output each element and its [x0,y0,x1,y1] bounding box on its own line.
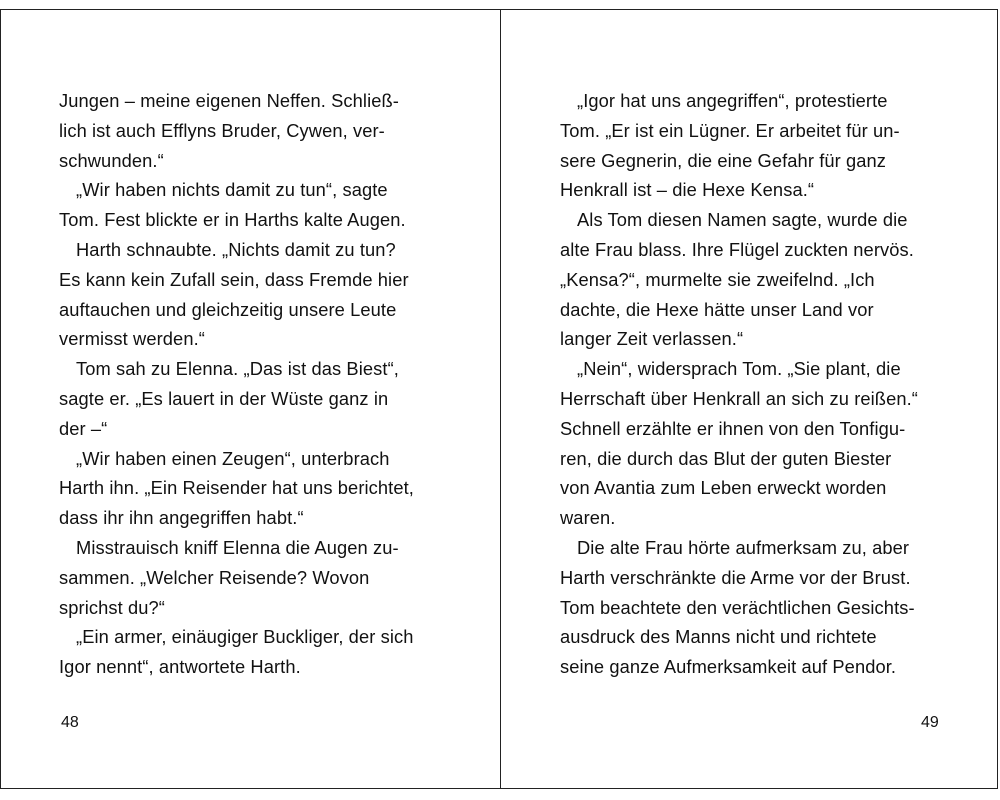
text-line: Tom. „Er ist ein Lügner. Er arbeitet für un- [560,119,900,141]
text-line: „Wir haben einen Zeugen“, unterbrach [76,447,390,469]
left-page-body [59,86,441,682]
text-line: Harth ihn. „Ein Reisender hat uns berichtet, [59,477,414,499]
text-line: vermisst werden.“ [59,328,205,350]
text-line: sprichst du?“ [59,596,165,618]
text-line: alte Frau blass. Ihre Flügel zuckten nervös. [560,238,914,260]
text-line: Henkrall ist – die Hexe Kensa.“ [560,179,815,201]
text-line: „Igor hat uns angegriffen“, protestierte [577,90,888,111]
left-page-number: 48 [61,714,79,731]
text-line: Jungen – meine eigenen Neffen. Schließ- [59,90,399,111]
text-line: auftauchen und gleichzeitig unsere Leute [59,298,397,320]
text-line: dachte, die Hexe hätte unser Land vor [560,298,874,320]
text-line: sagte er. „Es lauert in der Wüste ganz in [59,387,389,409]
text-line: dass ihr ihn angegriffen habt.“ [59,507,304,529]
text-line: ausdruck des Manns nicht und richtete [560,626,877,648]
text-line: Igor nennt“, antwortete Harth. [59,656,301,678]
text-line: Tom sah zu Elenna. „Das ist das Biest“, [76,358,399,380]
text-line: schwunden.“ [59,149,164,171]
right-page-body [560,86,942,682]
text-line: Tom. Fest blickte er in Harths kalte Augen. [59,209,406,231]
text-line: waren. [560,507,616,529]
text-line: Herrschaft über Henkrall an sich zu reißen.“ [560,387,918,409]
text-line: Schnell erzählte er ihnen von den Tonfigu- [560,417,906,439]
right-page-number: 49 [921,714,939,731]
text-line: Als Tom diesen Namen sagte, wurde die [577,209,908,231]
text-line: Harth verschränkte die Arme vor der Brust. [560,566,911,588]
text-line: sere Gegnerin, die eine Gefahr für ganz [560,149,887,171]
text-line: „Ein armer, einäugiger Buckliger, der sich [76,626,414,648]
text-line: lich ist auch Efflyns Bruder, Cywen, ver- [59,119,385,141]
text-line: von Avantia zum Leben erweckt worden [560,477,887,499]
text-line: „Wir haben nichts damit zu tun“, sagte [76,179,388,201]
text-line: „Nein“, widersprach Tom. „Sie plant, die [577,358,901,380]
text-line: sammen. „Welcher Reisende? Wovon [59,566,370,588]
text-line: ren, die durch das Blut der guten Biester [560,447,892,469]
text-line: Tom beachtete den verächtlichen Gesichts- [560,596,915,618]
text-line: Es kann kein Zufall sein, dass Fremde hier [59,268,409,290]
text-line: „Kensa?“, murmelte sie zweifelnd. „Ich [560,268,875,290]
page-fold-divider [500,10,501,788]
text-line: Misstrauisch kniff Elenna die Augen zu- [76,536,399,558]
text-line: langer Zeit verlassen.“ [560,328,744,350]
text-line: der –“ [59,417,108,439]
text-line: seine ganze Aufmerksamkeit auf Pendor. [560,656,897,678]
text-line: Die alte Frau hörte aufmerksam zu, aber [577,536,910,558]
text-line: Harth schnaubte. „Nichts damit zu tun? [76,238,396,260]
